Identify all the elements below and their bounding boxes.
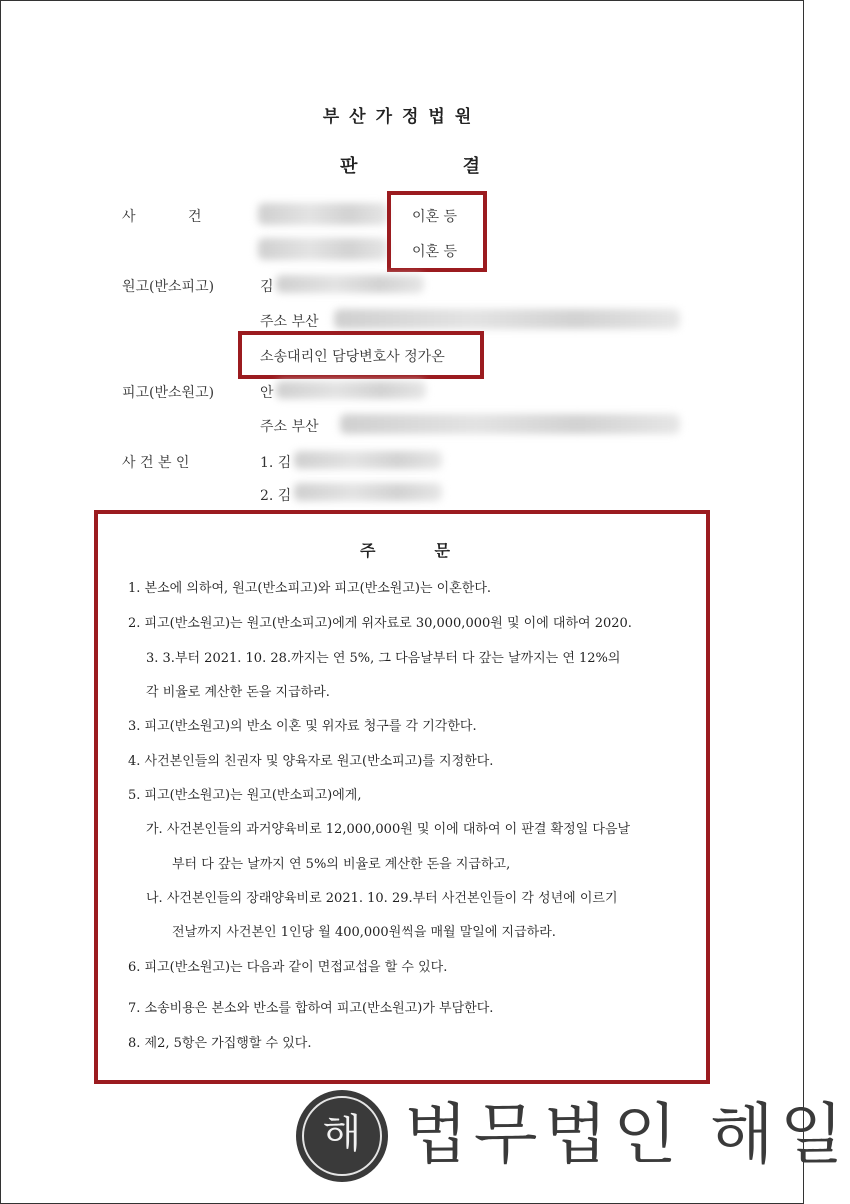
plaintiff-label: 원고(반소피고) [122,279,215,295]
redacted-plaintiff-address [334,309,680,329]
defendant-name-initial: 안 [260,385,274,401]
case-label-char-1: 사 [122,209,136,225]
orders-title [360,538,450,561]
order-line: 6. 피고(반소원고)는 다음과 같이 면접교섭을 할 수 있다. [128,960,448,975]
order-line: 3. 3.부터 2021. 10. 28.까지는 연 5%, 그 다음날부터 다 갚는 날까지는 연 12%의 [146,651,621,666]
plaintiff-address-label: 주소 부산 [260,314,319,330]
principal-item-2: 2. 김 [260,488,292,504]
order-line: 가. 사건본인들의 과거양육비로 12,000,000원 및 이에 대하여 이 판결 확정일 다음날 [146,822,631,837]
principal-item-1: 1. 김 [260,455,292,471]
order-line: 각 비율로 계산한 돈을 지급하라. [146,685,330,700]
document-type-char-1: 판 [340,156,358,177]
order-line: 전날까지 사건본인 1인당 월 400,000원씩을 매월 말일에 지급하라. [172,925,556,940]
redacted-case-number-2 [258,238,388,260]
defendant-label: 피고(반소원고) [122,385,215,401]
order-line: 나. 사건본인들의 장래양육비로 2021. 10. 29.부터 사건본인들이 각 성년에 이르기 [146,891,618,906]
plaintiff-counsel: 소송대리인 담당변호사 정가온 [260,349,445,365]
principals-label: 사 건 본 인 [122,455,190,471]
order-line: 2. 피고(반소원고)는 원고(반소피고)에게 위자료로 30,000,000원 및 이에 대하여 2020. [128,616,632,631]
logo-glyph: 해 [322,1111,362,1157]
document-type-heading [340,152,480,178]
order-line: 1. 본소에 의하여, 원고(반소피고)와 피고(반소원고)는 이혼한다. [128,581,492,596]
redacted-principal-1 [294,451,442,469]
orders-title-char-2: 문 [434,541,450,560]
redacted-defendant-address [340,414,680,434]
case-label-char-2: 건 [188,209,202,225]
order-line: 7. 소송비용은 본소와 반소를 합하여 피고(반소원고)가 부담한다. [128,1001,494,1016]
order-line: 5. 피고(반소원고)는 원고(반소피고)에게, [128,788,362,803]
defendant-address-label: 주소 부산 [260,419,319,435]
order-line: 8. 제2, 5항은 가집행할 수 있다. [128,1036,312,1051]
orders-title-char-1: 주 [360,541,376,560]
order-line: 부터 다 갚는 날까지 연 5%의 비율로 계산한 돈을 지급하고, [172,857,511,872]
case-type-1: 이혼 등 [412,209,458,225]
firm-name: 법무법인 해일 [404,1096,850,1173]
order-line: 4. 사건본인들의 친권자 및 양육자로 원고(반소피고)를 지정한다. [128,754,494,769]
plaintiff-name-initial: 김 [260,279,274,295]
firm-logo [296,1090,388,1182]
order-line: 3. 피고(반소원고)의 반소 이혼 및 위자료 청구를 각 기각한다. [128,719,477,734]
redacted-principal-2 [294,483,442,501]
document-type-char-2: 결 [462,156,480,177]
redacted-plaintiff-name [276,275,424,293]
redacted-case-number-1 [258,203,388,225]
case-type-2: 이혼 등 [412,244,458,260]
redacted-defendant-name [276,381,426,399]
court-name: 부산가정법원 [322,107,482,127]
